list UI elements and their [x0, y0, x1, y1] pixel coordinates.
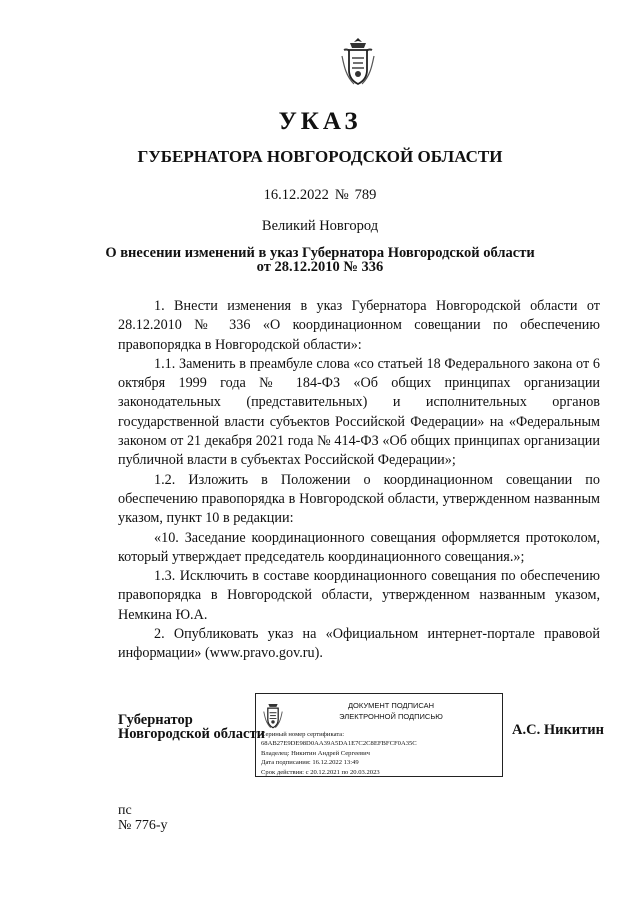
- footer-line: № 776-у: [118, 818, 168, 833]
- certificate-info: [261, 730, 501, 777]
- electronic-signature-stamp: [255, 693, 503, 777]
- decree-body: [118, 297, 600, 664]
- certificate-label: Сериный номер сертификата:: [261, 731, 345, 738]
- signer-position: [118, 713, 265, 741]
- signer-position-line: Новгородской области: [118, 726, 265, 742]
- decree-number: 789: [354, 187, 377, 203]
- city: Великий Новгород: [261, 218, 379, 234]
- certificate-validity: Срок действия: с 20.12.2021 по 20.03.2023: [261, 768, 380, 776]
- date-number-line: [0, 187, 640, 204]
- certificate-owner: Владелец: Никитин Андрей Сергеевич: [261, 749, 370, 757]
- heading-line: О внесении изменений в указ Губернатора Новгородской области: [105, 245, 535, 261]
- paragraph: 1.2. Изложить в Положении о координационном совещании по обеспечению правопорядка в Новгородской области, утвержденном названным указом, пункт 10 в редакции:: [118, 471, 600, 527]
- paragraph: «10. Заседание координационного совещания оформляется протоколом, который утверждает председатель координационного совещания.»;: [118, 529, 600, 565]
- decree-heading: [0, 246, 640, 274]
- stamp-heading: [306, 700, 476, 722]
- footer-line: пс: [118, 803, 132, 818]
- paragraph: 1.1. Заменить в преамбуле слова «со статьей 18 Федерального закона от 6 октября 1999 года № 184-ФЗ «Об общих принципах организации законодательных (представительных) и исполнительных органов государственной власти субъектов Российской Федерации» на «Федеральным законом от 21 декабря 2021 года № 414-ФЗ «Об общих принципах организации публичной власти в субъектах Российской Федерации»;: [118, 355, 600, 469]
- registration-footer: [118, 803, 168, 833]
- issuer-title: ГУБЕРНАТОРА НОВГОРОДСКОЙ ОБЛАСТИ: [137, 147, 503, 166]
- signer-name: А.С. Никитин: [512, 722, 604, 738]
- certificate-number: 68AB27E9DE98D0AA39A5DA1E7C2C8EFBFCF0A35C: [261, 740, 417, 748]
- paragraph: 1.3. Исключить в составе координационного совещания по обеспечению правопорядка в Новгородской области, утвержденном названным указом, Немкина Ю.А.: [118, 568, 600, 623]
- stamp-coat-of-arms-icon: [262, 700, 284, 730]
- paragraph: 2. Опубликовать указ на «Официальном интернет-портале правовой информации» (www.pravo.gov.ru).: [118, 626, 600, 662]
- paragraph: 1. Внести изменения в указ Губернатора Новгородской области от 28.12.2010 № 336 «О координационном совещании по обеспечению правопорядка в Новгородской области»:: [118, 298, 600, 353]
- heading-line: от 28.12.2010 № 336: [256, 259, 384, 275]
- stamp-heading-line: ЭЛЕКТРОННОЙ ПОДПИСЬЮ: [339, 712, 443, 721]
- document-type-title: УКАЗ: [278, 108, 362, 135]
- decree-date: 16.12.2022: [263, 187, 329, 203]
- signer-position-line: Губернатор: [118, 712, 193, 728]
- coat-of-arms-icon: [340, 36, 376, 88]
- stamp-heading-line: ДОКУМЕНТ ПОДПИСАН: [347, 701, 435, 710]
- number-sign: №: [334, 187, 349, 203]
- signing-date: Дата подписания: 16.12.2022 13:49: [261, 759, 359, 767]
